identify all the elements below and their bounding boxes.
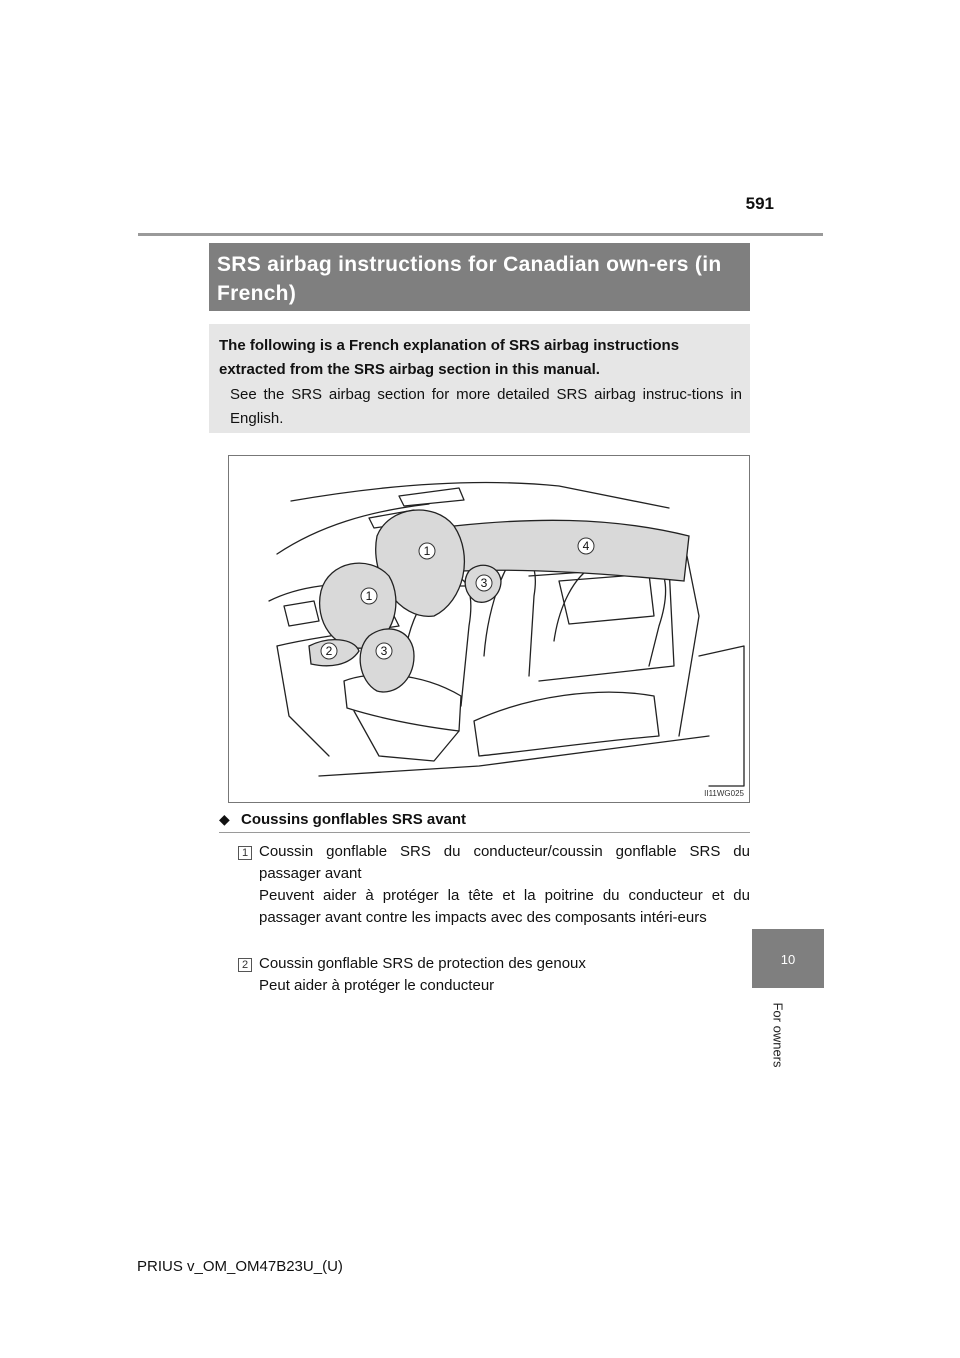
- svg-text:2: 2: [325, 644, 333, 658]
- item-marker-1: 1: [238, 846, 252, 860]
- callout-1-lower: [361, 588, 377, 604]
- callout-3-lower: [376, 643, 392, 659]
- intro-box: [209, 324, 750, 433]
- svg-text:4: 4: [582, 539, 590, 553]
- item-marker-2: 2: [238, 958, 252, 972]
- chapter-number: 10: [780, 952, 796, 967]
- floor: [319, 736, 709, 776]
- car-interior-drawing: [229, 456, 749, 802]
- sun-visor: [399, 488, 464, 506]
- intro-bold-text: The following is a French explanation of SRS airbag instructions extracted from the SRS airbag section in this manual.: [219, 337, 680, 378]
- chapter-label-text: For owners: [770, 1002, 786, 1068]
- front-side-airbag: [360, 629, 414, 692]
- instrument-cluster: [284, 601, 319, 626]
- svg-text:3: 3: [480, 576, 488, 590]
- rear-window: [559, 574, 654, 624]
- item-2-description: Peut aider à protéger le conducteur: [259, 977, 495, 994]
- page-number: 591: [745, 194, 774, 213]
- chapter-label: [767, 995, 789, 1075]
- callout-1-upper: [419, 543, 435, 559]
- diamond-bullet-icon: ◆: [219, 811, 230, 827]
- airbag-illustration: [228, 455, 750, 803]
- front-seat-base: [354, 711, 459, 761]
- item-1-description: Peuvent aider à protéger la tête et la poitrine du conducteur et du passager avant contre les impacts avec des composants intéri-eurs: [259, 887, 750, 926]
- item-text-1: [259, 841, 750, 929]
- footer-doc-code: PRIUS v_OM_OM47B23U_(U): [137, 1258, 343, 1275]
- svg-text:3: 3: [380, 644, 388, 658]
- cargo-area: [699, 646, 744, 786]
- svg-text:1: 1: [365, 589, 373, 603]
- item-1-title: Coussin gonflable SRS du conducteur/coussin gonflable SRS du passager avant: [259, 843, 750, 882]
- figure-code: II11WG025: [704, 789, 744, 798]
- top-rule: [138, 233, 823, 236]
- chapter-tab: [752, 929, 824, 988]
- item-text-2: [259, 953, 750, 997]
- subheading: [219, 808, 750, 831]
- rear-door: [529, 566, 674, 681]
- roof-line: [291, 482, 669, 508]
- callout-3-upper: [476, 575, 492, 591]
- item-2-title: Coussin gonflable SRS de protection des genoux: [259, 955, 586, 972]
- subheading-text: Coussins gonflables SRS avant: [241, 811, 467, 828]
- section-title: SRS airbag instructions for Canadian own-ers (in French): [217, 253, 722, 305]
- section-title-box: [209, 243, 750, 311]
- subheading-rule: [219, 832, 750, 833]
- intro-normal-text: See the SRS airbag section for more detailed SRS airbag instruc-tions in English.: [230, 386, 742, 427]
- callout-4: [578, 538, 594, 554]
- callout-2: [321, 643, 337, 659]
- svg-text:1: 1: [423, 544, 431, 558]
